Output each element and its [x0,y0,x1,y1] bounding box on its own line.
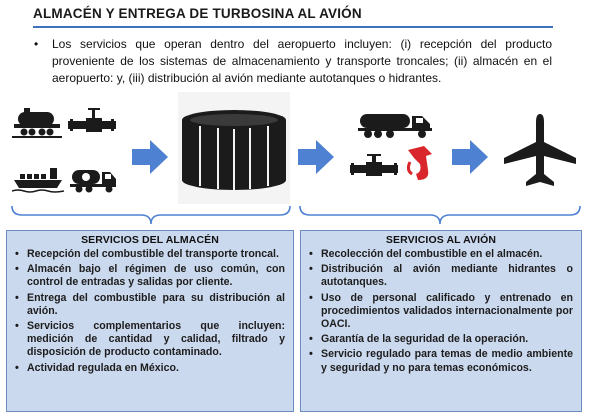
airplane-icon [500,112,580,192]
list-item: • Garantía de la seguridad de la operación. [321,333,573,346]
tank-truck-icon [70,166,118,194]
slide-title: ALMACÉN Y ENTREGA DE TURBOSINA AL AVIÓN [33,6,362,21]
list-item: • Servicios complementarios que incluyen: medición de cantidad y calidad, filtrado y disposición de producto contaminado. [27,320,285,360]
list-item: • Recolección del combustible en el almacén. [321,248,573,261]
list-item: • Uso de personal calificado y entrenado en procedimientos validados internacionalmente por OACI. [321,292,573,332]
flow-arrow [452,140,488,174]
flow-arrow [298,140,334,174]
aircraft-services-list [301,248,581,375]
right-brace [298,204,582,226]
storage-services-title: SERVICIOS DEL ALMACÉN [81,234,219,246]
intro-bullet: • [34,37,39,51]
list-item: • Distribución al avión mediante hidrantes o autotanques. [321,263,573,289]
list-item: • Almacén bajo el régimen de uso común, con control de entradas y salidas por cliente. [27,263,285,289]
storage-tanks-icon [178,92,290,204]
aircraft-services-box [300,230,582,412]
list-item: • Servicio regulado para temas de medio ambiente y seguridad y no para temas económicos. [321,348,573,374]
left-brace [10,204,292,226]
fuel-nozzle-icon [404,144,438,184]
flow-arrow [132,140,168,174]
storage-services-list [7,248,293,375]
intro-text: Los servicios que operan dentro del aeropuerto incluyen: (i) recepción del producto proveniente de los sistemas de almacenamiento y transporte troncales; (ii) almacén en el aeropuerto: y, (iii) distribución al avión mediante autotanques o hidrantes. [52,37,552,85]
fuel-tanker-truck-icon [358,110,434,140]
list-item: • Actividad regulada en México. [27,362,285,375]
pipeline-valve-icon [68,104,116,140]
title-underline [33,26,553,28]
storage-services-box [6,230,294,412]
list-item: • Entrega del combustible para su distribución al avión. [27,292,285,318]
hydrant-valve-icon [350,152,398,182]
tanker-ship-icon [12,166,64,194]
aircraft-services-title: SERVICIOS AL AVIÓN [385,234,497,246]
list-item: • Recepción del combustible del transporte troncal. [27,248,285,261]
rail-tank-car-icon [12,104,62,140]
